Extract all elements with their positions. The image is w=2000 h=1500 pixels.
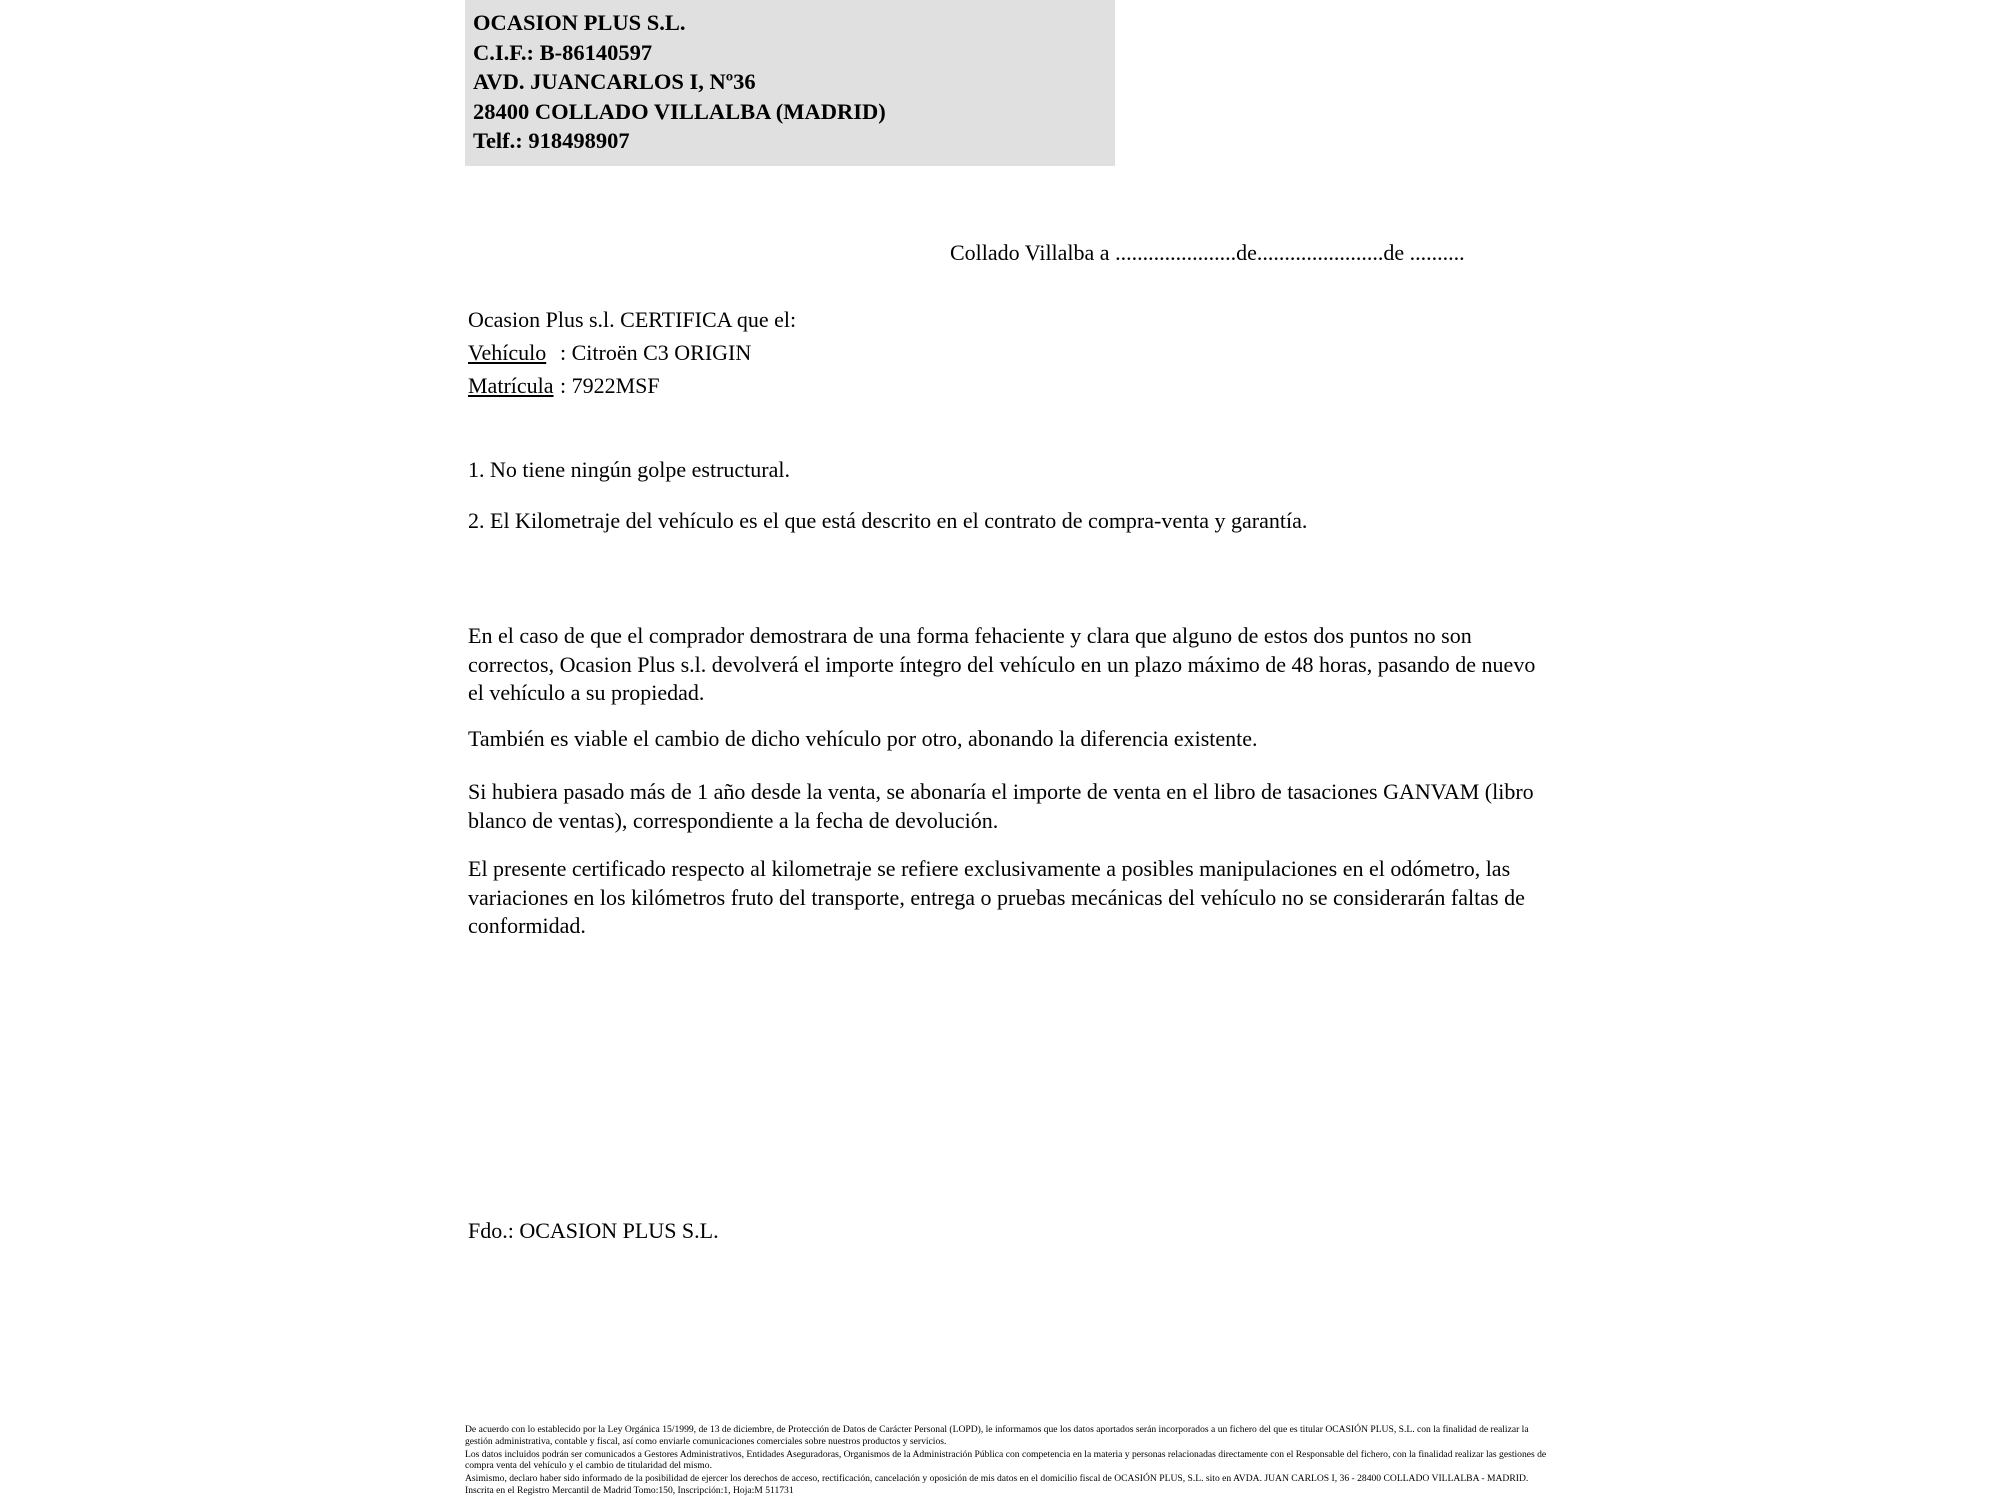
date-line: Collado Villalba a ......................de.......................de .......... bbox=[950, 240, 1465, 265]
company-name: OCASION PLUS S.L. bbox=[473, 10, 686, 35]
company-phone: Telf.: 918498907 bbox=[473, 128, 630, 153]
letterhead-block bbox=[465, 0, 1115, 166]
vehicle-value: : Citroën C3 ORIGIN bbox=[560, 340, 752, 365]
certification-point-1: 1. No tiene ningún golpe estructural. bbox=[468, 457, 790, 482]
legal-paragraph-1: De acuerdo con lo establecido por la Ley Orgánica 15/1999, de 13 de diciembre, de Protección de Datos de Carácter Personal (LOPD), le informamos que los datos aportados serán incorporados a un fichero del que es titular OCASIÓN PLUS, S.L. con la finalidad de realizar la gestión administrativa, contable y fiscal, así como enviarle comunicaciones comerciales sobre nuestros productos y servicios. bbox=[465, 1424, 1529, 1447]
plate-row bbox=[468, 369, 796, 402]
paragraph-ganvam-valuation: Si hubiera pasado más de 1 año desde la venta, se abonaría el importe de venta en el libro de tasaciones GANVAM (libro blanco de ventas), correspondiente a la fecha de devolución. bbox=[468, 779, 1534, 833]
vehicle-row bbox=[468, 336, 796, 369]
company-cif: C.I.F.: B-86140597 bbox=[473, 39, 653, 65]
paragraph-refund-terms: En el caso de que el comprador demostrara de una forma fehaciente y clara que alguno de estos dos puntos no son correctos, Ocasion Plus s.l. devolverá el importe íntegro del vehículo en un plazo máximo de 48 horas, pasando de nuevo el vehículo a su propiedad. bbox=[468, 623, 1536, 705]
vehicle-label: Vehículo bbox=[468, 340, 547, 365]
certification-point-2: 2. El Kilometraje del vehículo es el que está descrito en el contrato de compra-venta y garantía. bbox=[468, 508, 1308, 533]
certification-block bbox=[468, 303, 796, 402]
legal-paragraph-3: Asimismo, declaro haber sido informado de la posibilidad de ejercer los derechos de acceso, rectificación, cancelación y oposición de mis datos en el domicilio fiscal de OCASIÓN PLUS, S.L. sito en AVDA. JUAN CARLOS I, 36 - 28400 COLLADO VILLALBA - MADRID. Inscrita en el Registro Mercantil de Madrid Tomo:150, Inscripción:1, Hoja:M 511731 bbox=[465, 1473, 1529, 1496]
paragraph-odometer-scope: El presente certificado respecto al kilometraje se refiere exclusivamente a posibles manipulaciones en el odómetro, las variaciones en los kilómetros fruto del transporte, entrega o pruebas mecánicas del vehículo no se considerarán faltas de conformidad. bbox=[468, 856, 1525, 938]
plate-value: : 7922MSF bbox=[560, 373, 660, 398]
certification-intro: Ocasion Plus s.l. CERTIFICA que el: bbox=[468, 307, 797, 332]
paragraph-exchange-option: También es viable el cambio de dicho vehículo por otro, abonando la diferencia existente. bbox=[468, 726, 1258, 751]
legal-paragraph-2: Los datos incluidos podrán ser comunicados a Gestores Administrativos, Entidades Aseguradoras, Organismos de la Administración Pública con competencia en la materia y personas relacionadas directamente con el Responsable del fichero, con la finalidad realizar las gestiones de compra venta del vehículo y el cambio de titularidad del mismo. bbox=[465, 1448, 1547, 1472]
legal-footnote bbox=[465, 1424, 1555, 1497]
plate-label: Matrícula bbox=[468, 373, 554, 398]
company-address-city: 28400 COLLADO VILLALBA (MADRID) bbox=[473, 98, 886, 124]
company-address-street: AVD. JUANCARLOS I, Nº36 bbox=[473, 69, 756, 94]
signature-line: Fdo.: OCASION PLUS S.L. bbox=[468, 1218, 719, 1243]
